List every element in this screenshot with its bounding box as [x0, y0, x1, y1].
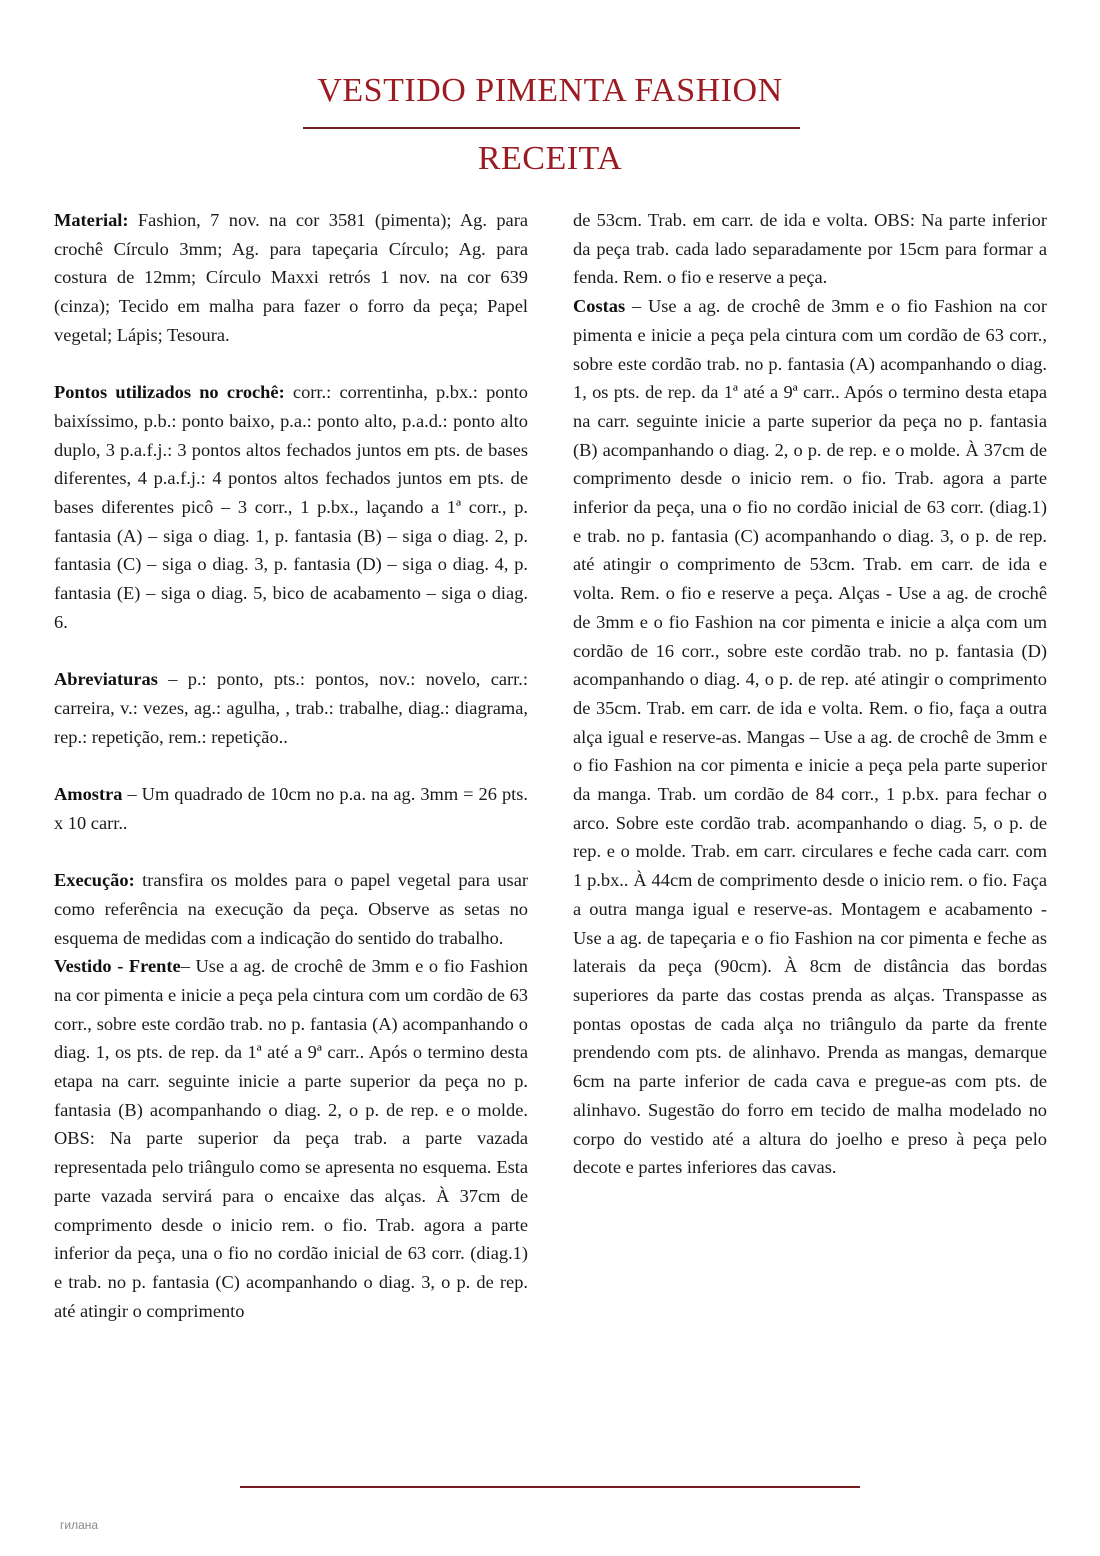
frente-continued-paragraph [573, 206, 1047, 292]
costas-label: Costas [573, 296, 626, 317]
frente-text: – Use a ag. de crochê de 3mm e o fio Fashion na cor pimenta e inicie a peça pela cintura com um cordão de 63 corr., sobre este cordão trab. no p. fantasia (A) acompanhando o diag. 1, os pts. de rep. da 1ª até a 9ª carr.. Após o termino desta etapa na carr. seguinte inicie a parte superior da peça no p. fantasia (B) acompanhando o diag. 2, o p. de rep. e o molde. OBS: Na parte superior da peça trab. a parte vazada representada pelo triângulo como se apresenta no esquema. Esta parte vazada servirá para o encaixe das alças. À 37cm de comprimento desde o inicio rem. o fio. Trab. agora a parte inferior da peça, una o fio no cordão inicial de 63 corr. (diag.1) e trab. no p. fantasia (C) acompanhando o diag. 3, o p. de rep. até atingir o comprimento [54, 956, 528, 1321]
pontos-paragraph [54, 378, 528, 636]
amostra-paragraph [54, 780, 528, 837]
pontos-label: Pontos utilizados no crochê: [54, 382, 285, 403]
execucao-paragraph [54, 866, 528, 952]
page-subtitle: RECEITA [477, 140, 623, 177]
abreviaturas-text: – p.: ponto, pts.: pontos, nov.: novelo, carr.: carreira, v.: vezes, ag.: agulha, , trab.: trabalhe, diag.: diagrama, rep.: repetição, rem.: repetição.. [54, 669, 528, 747]
material-text: Fashion, 7 nov. na cor 3581 (pimenta); Ag. para crochê Círculo 3mm; Ag. para tapeçaria Círculo; Ag. para costura de 12mm; Círculo Maxxi retrós 1 nov. na cor 639 (cinza); Tecido em malha para fazer o forro da peça; Papel vegetal; Lápis; Tesoura. [54, 210, 528, 345]
right-column [573, 206, 1047, 1182]
execucao-label: Execução: [54, 870, 135, 891]
execucao-text: transfira os moldes para o papel vegetal para usar como referência na execução da peça. Observe as setas no esquema de medidas com a indicação do sentido do trabalho. [54, 870, 528, 948]
left-column [54, 206, 528, 1325]
costas-paragraph [573, 292, 1047, 1182]
title-divider [303, 127, 800, 129]
amostra-label: Amostra [54, 784, 123, 805]
frente-paragraph [54, 952, 528, 1325]
page-title: VESTIDO PIMENTA FASHION [317, 72, 783, 109]
amostra-text: – Um quadrado de 10cm no p.a. na ag. 3mm = 26 pts. x 10 carr.. [54, 784, 528, 833]
frente-label: Vestido - Frente [54, 956, 181, 977]
pontos-text: corr.: correntinha, p.bx.: ponto baixíssimo, p.b.: ponto baixo, p.a.: ponto alto, p.a.d.: ponto alto duplo, 3 p.a.f.j.: 3 pontos altos fechados juntos em pts. de bases diferentes, 4 p.a.f.j.: 4 pontos altos fechados juntos em pts. de bases diferentes picô – 3 corr., 1 p.bx., laçando a 1ª corr., p. fantasia (A) – siga o diag. 1, p. fantasia (B) – siga o diag. 2, p. fantasia (C) – siga o diag. 3, p. fantasia (D) – siga o diag. 4, p. fantasia (E) – siga o diag. 5, bico de acabamento – siga o diag. 6. [54, 382, 528, 632]
footer-divider [240, 1486, 860, 1488]
abreviaturas-paragraph [54, 665, 528, 751]
costas-text: – Use a ag. de crochê de 3mm e o fio Fashion na cor pimenta e inicie a peça pela cintura com um cordão de 63 corr., sobre este cordão trab. no p. fantasia (A) acompanhando o diag. 1, os pts. de rep. da 1ª até a 9ª carr.. Após o termino desta etapa na carr. seguinte inicie a parte superior da peça no p. fantasia (B) acompanhando o diag. 2, o p. de rep. e o molde. À 37cm de comprimento desde o inicio rem. o fio. Trab. agora a parte inferior da peça, una o fio no cordão inicial de 63 corr. (diag.1) e trab. no p. fantasia (C) acompanhando o diag. 3, o p. de rep. até atingir o comprimento de 53cm. Trab. em carr. de ida e volta. Rem. o fio e reserve a peça. Alças - Use a ag. de crochê de 3mm e o fio Fashion na cor pimenta e inicie a alça com um cordão de 16 corr., sobre este cordão trab. no p. fantasia (D) acompanhando o diag. 4, o p. de rep. até atingir o comprimento de 35cm. Trab. em carr. de ida e volta. Rem. o fio, faça a outra alça igual e reserve-as. Mangas – Use a ag. de crochê de 3mm e o fio Fashion na cor pimenta e inicie a peça pela parte superior da manga. Trab. um cordão de 84 corr., 1 p.bx. para fechar o arco. Sobre este cordão trab. acompanhando o diag. 5, o p. de rep. e o molde. Trab. em carr. circulares e feche cada carr. com 1 p.bx.. À 44cm de comprimento desde o inicio rem. o fio. Faça a outra manga igual e reserve-as. Montagem e acabamento - Use a ag. de tapeçaria e o fio Fashion na cor pimenta e feche as laterais da peça (90cm). À 8cm de distância das bordas superiores da parte das costas prenda as alças. Transpasse as pontas opostas de cada alça no triângulo da parte da frente prendendo com pts. de alinhavo. Prenda as mangas, demarque 6cm na parte inferior de cada cava e pregue-as com pts. de alinhavo. Sugestão do forro em tecido de malha modelado no corpo do vestido até a altura do joelho e preso à peça pelo decote e partes inferiores das cavas. [573, 296, 1047, 1178]
material-label: Material: [54, 210, 129, 230]
abreviaturas-label: Abreviaturas [54, 669, 158, 690]
frente-continued-text: de 53cm. Trab. em carr. de ida e volta. OBS: Na parte inferior da peça trab. cada lado separadamente por 15cm para formar a fenda. Rem. o fio e reserve a peça. [573, 210, 1047, 288]
material-paragraph [54, 206, 528, 350]
footer-note: гилана [60, 1518, 99, 1532]
